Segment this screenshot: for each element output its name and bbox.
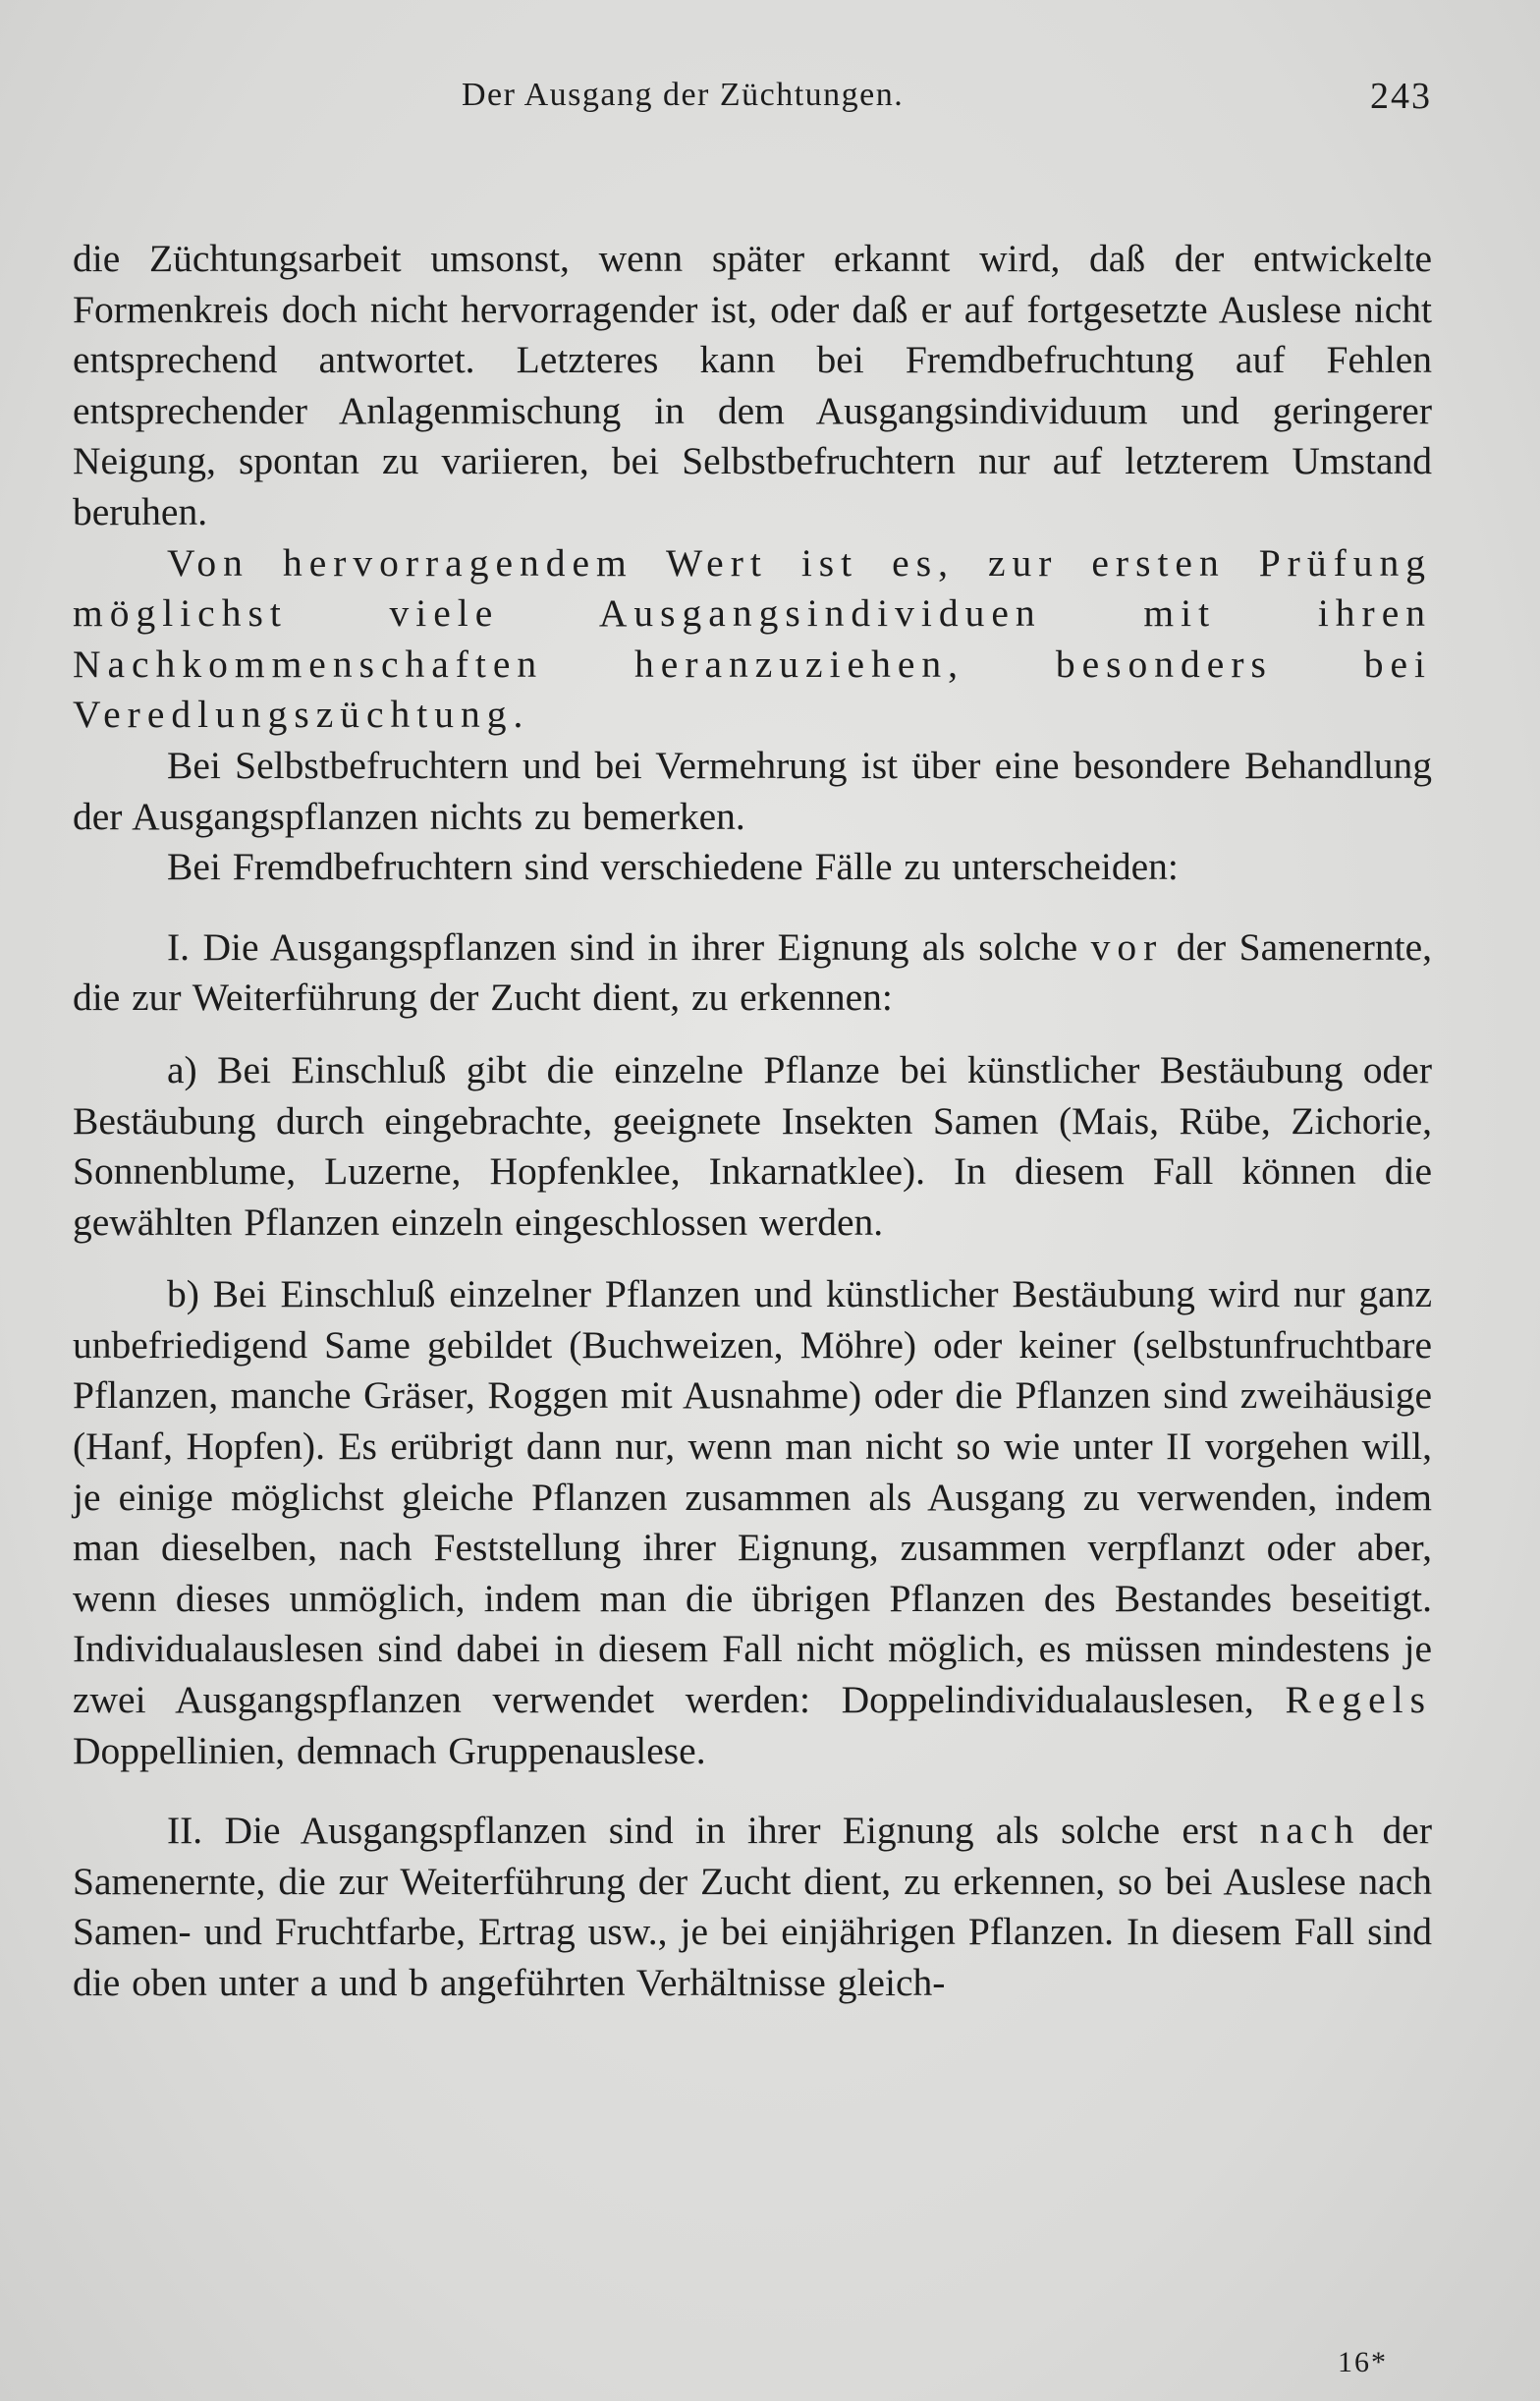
section-I-text-after: der Samenernte, die zur Weiterführung der Zucht dient, zu erkennen: — [73, 924, 1432, 1020]
case-b-text-before: b) Bei Einschluß einzelner Pflanzen und künstlicher Bestäubung wird nur ganz unbefriedigend Same gebildet (Buchweizen, Möhre) oder keiner (selbstunfruchtbare Pflanzen, manche Gräser, Roggen mit Ausnahme) oder die Pflanzen sind zweihäusige (Hanf, Hopfen). Es erübrigt dann nur, wenn man nicht so wie unter II vorgehen will, je einige möglichst gleiche Pflanzen zusammen als Ausgang zu verwenden, indem man dieselben, nach Feststellung ihrer Eignung, zusammen verpflanzt oder aber, wenn dieses unmöglich, indem man die übrigen Pflanzen des Bestandes beseitigt. Individualauslesen sind dabei in diesem Fall nicht möglich, es müssen mindestens je zwei Ausgangspflanzen verwendet werden: Doppelindividualauslesen, — [73, 1272, 1432, 1722]
page-number: 243 — [1370, 76, 1432, 117]
section-II-text-before: II. Die Ausgangspflanzen sind in ihrer Eignung als solche erst — [167, 1809, 1260, 1853]
page-header — [73, 67, 1432, 136]
paragraph-3: Bei Selbstbefruchtern und bei Vermehrung ist über eine besondere Behandlung der Ausgangspflanzen nichts zu bemerken. — [73, 743, 1432, 838]
paragraph-1: die Züchtungsarbeit umsonst, wenn später erkannt wird, daß der entwickelte Formenkreis doch nicht hervorragender ist, oder daß er auf fortgesetzte Auslese nicht entsprechend antwortet. Letzteres kann bei Fremdbefruchtung auf Fehlen entsprechender Anlagenmischung in dem Ausgangsindividuum und geringerer Neigung, spontan zu variieren, bei Selbstbefruchtern nur auf letzterem Umstand beruhen. — [73, 237, 1432, 533]
signature-mark: 16* — [1338, 2346, 1388, 2378]
case-b-paragraph — [73, 1269, 1432, 1776]
section-II-paragraph — [73, 1806, 1432, 2008]
section-I-emphasis: vor — [1090, 924, 1164, 969]
section-I-text-before: I. Die Ausgangspflanzen sind in ihrer Eignung als solche — [167, 924, 1091, 969]
page-body — [73, 234, 1432, 2009]
section-II-text-after: der Samenernte, die zur Weiterführung der Zucht dient, zu erkennen, so bei Auslese nach Samen- und Fruchtfarbe, Ertrag usw., je bei einjährigen Pflanzen. In diesem Fall sind die oben unter a und b angeführten Verhältnisse gleich- — [73, 1809, 1432, 2004]
case-a-paragraph: a) Bei Einschluß gibt die einzelne Pflanze bei künstlicher Bestäubung oder Bestäubung durch eingebrachte, geeignete Insekten Samen (Mais, Rübe, Zichorie, Sonnenblume, Luzerne, Hopfenklee, Inkarnatklee). In diesem Fall können die gewählten Pflanzen einzeln eingeschlossen werden. — [73, 1047, 1432, 1244]
paragraph-2-emphasized: Von hervorragendem Wert ist es, zur ersten Prüfung möglichst viele Ausgangsindividuen mit ihren Nachkommenschaften heranzuziehen, besonders bei Veredlungszüchtung. — [73, 540, 1432, 737]
running-head: Der Ausgang der Züchtungen. — [462, 77, 905, 113]
section-I-intro — [73, 922, 1432, 1024]
paragraph-4: Bei Fremdbefruchtern sind verschiedene Fälle zu unterscheiden: — [167, 845, 1179, 889]
case-b-text-after: Doppellinien, demnach Gruppenauslese. — [73, 1728, 706, 1772]
case-b-emphasis: Regels — [1285, 1678, 1432, 1722]
section-II-emphasis: nach — [1259, 1809, 1361, 1853]
